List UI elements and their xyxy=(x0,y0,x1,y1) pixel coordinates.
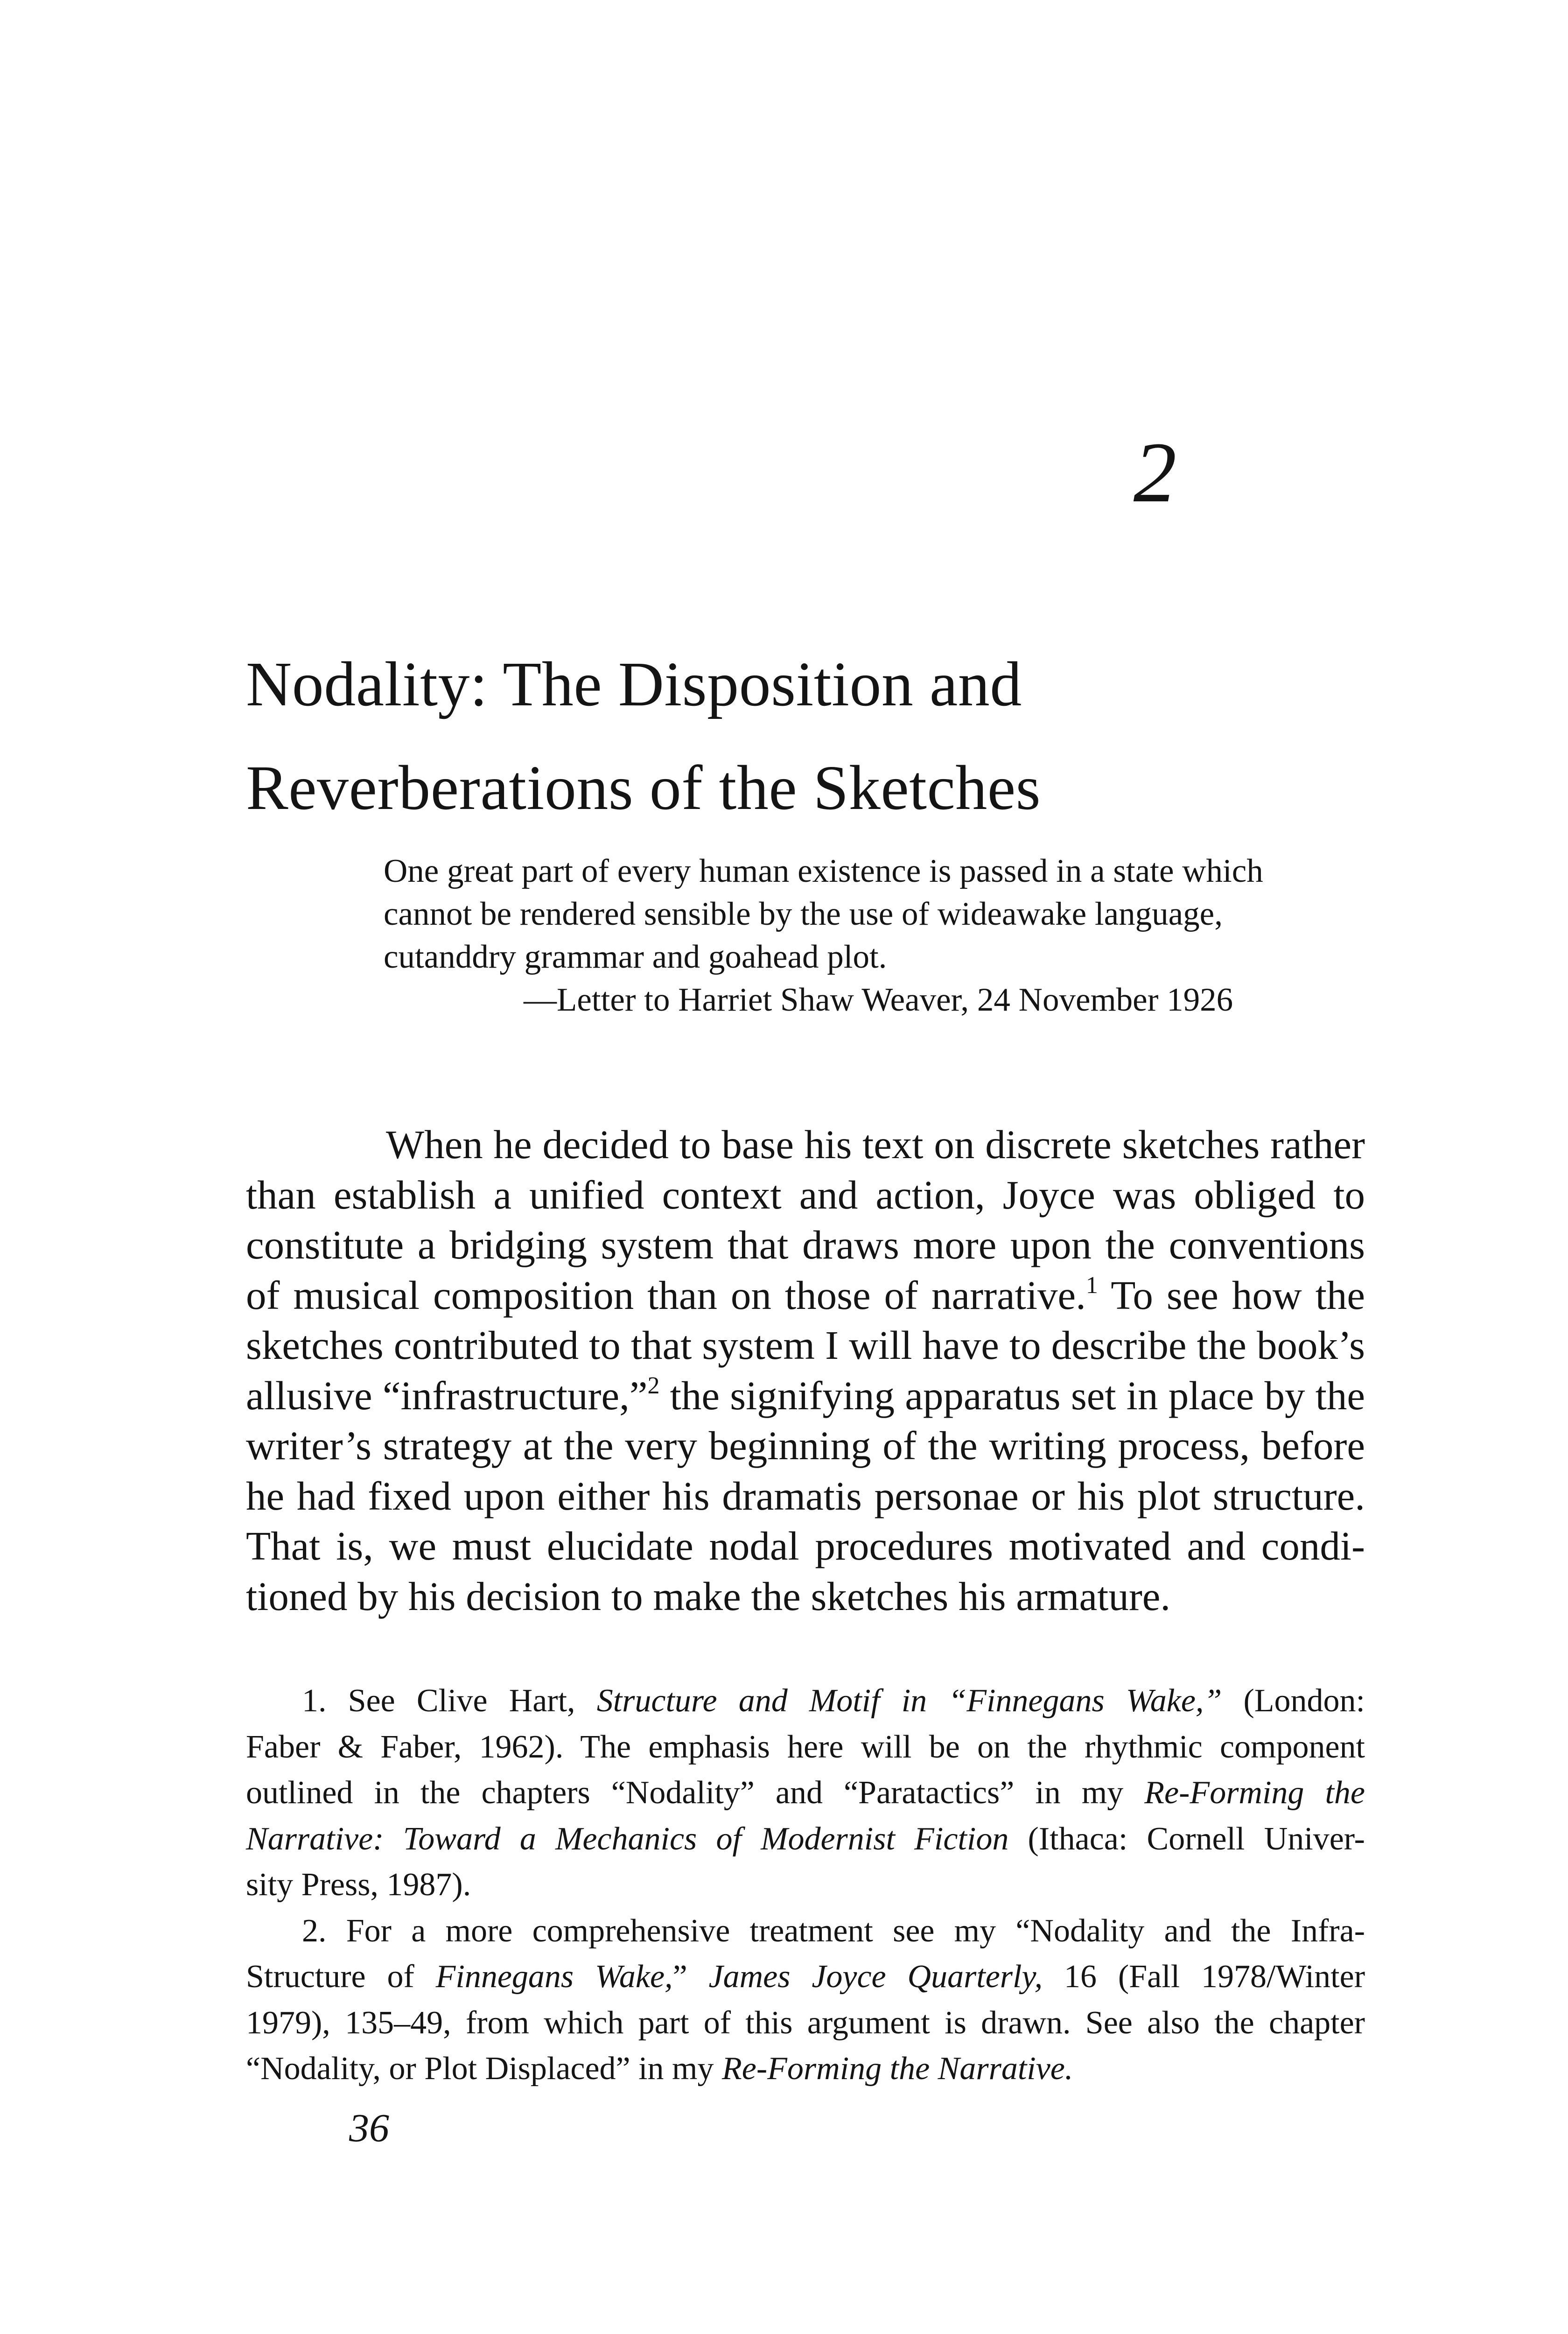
footnote-reference[interactable]: 1 xyxy=(1085,1272,1098,1299)
epigraph-line: One great part of every human existence is passed in a state which xyxy=(384,853,1263,889)
body-line: of musical composition than on those of narrative.$^1$ To see how the xyxy=(246,1272,1365,1318)
body-line: sketches contributed to that system I will have to describe the book’s xyxy=(246,1322,1365,1368)
footnote-1-line: outlined in the chapters “Nodality” and “Paratactics” in my Re-Forming the xyxy=(246,1775,1365,1811)
footnote-reference[interactable]: 2 xyxy=(647,1372,660,1399)
chapter-title xyxy=(246,633,1366,840)
epigraph-line: cannot be rendered sensible by the use of wideawake language, xyxy=(384,896,1223,932)
body-line: When he decided to base his text on discrete sketches rather xyxy=(386,1122,1365,1167)
body-line: he had fixed upon either his dramatis personae or his plot structure. xyxy=(246,1473,1365,1519)
footnote-2-line: “Nodality, or Plot Displaced” in my Re-Forming the Narrative. xyxy=(246,2051,1073,2087)
chapter-number: 2 xyxy=(1133,425,1177,520)
body-line: than establish a unified context and action, Joyce was obliged to xyxy=(246,1172,1365,1217)
footnote-1-line: sity Press, 1987). xyxy=(246,1867,471,1903)
body-line: allusive “infrastructure,”$^2$ the signifying apparatus set in place by the xyxy=(246,1372,1365,1418)
epigraph-line: cutanddry grammar and goahead plot. xyxy=(384,939,887,975)
body-paragraph xyxy=(246,1119,1365,1621)
body-line: constitute a bridging system that draws more upon the conventions xyxy=(246,1222,1365,1267)
chapter-title-line-2: Reverberations of the Sketches xyxy=(246,753,1041,823)
footnote-1-line: Faber & Faber, 1962). The emphasis here will be on the rhythmic component xyxy=(246,1729,1365,1765)
footnotes xyxy=(246,1678,1365,2092)
epigraph-attribution: —Letter to Harriet Shaw Weaver, 24 November 1926 xyxy=(524,982,1233,1018)
footnote-1-line: Narrative: Toward a Mechanics of Modernist Fiction (Ithaca: Cornell Univer- xyxy=(246,1821,1365,1857)
footnote-2-line: 2. For a more comprehensive treatment see my “Nodality and the Infra- xyxy=(302,1912,1365,1949)
page-number: 36 xyxy=(349,2105,389,2150)
body-line: writer’s strategy at the very beginning of the writing process, before xyxy=(246,1423,1365,1468)
footnote-1-line: 1. See Clive Hart, Structure and Motif in “Finnegans Wake,” (London: xyxy=(302,1683,1365,1719)
footnote-2-line: Structure of Finnegans Wake,” James Joyce Quarterly, 16 (Fall 1978/Winter xyxy=(246,1959,1365,1995)
chapter-title-line-1: Nodality: The Disposition and xyxy=(246,649,1022,719)
epigraph xyxy=(384,850,1354,1021)
footnote-2-line: 1979), 135–49, from which part of this argument is drawn. See also the chapter xyxy=(246,2004,1365,2041)
body-line: That is, we must elucidate nodal procedures motivated and condi- xyxy=(246,1523,1365,1568)
body-line: tioned by his decision to make the sketches his armature. xyxy=(246,1573,1171,1619)
